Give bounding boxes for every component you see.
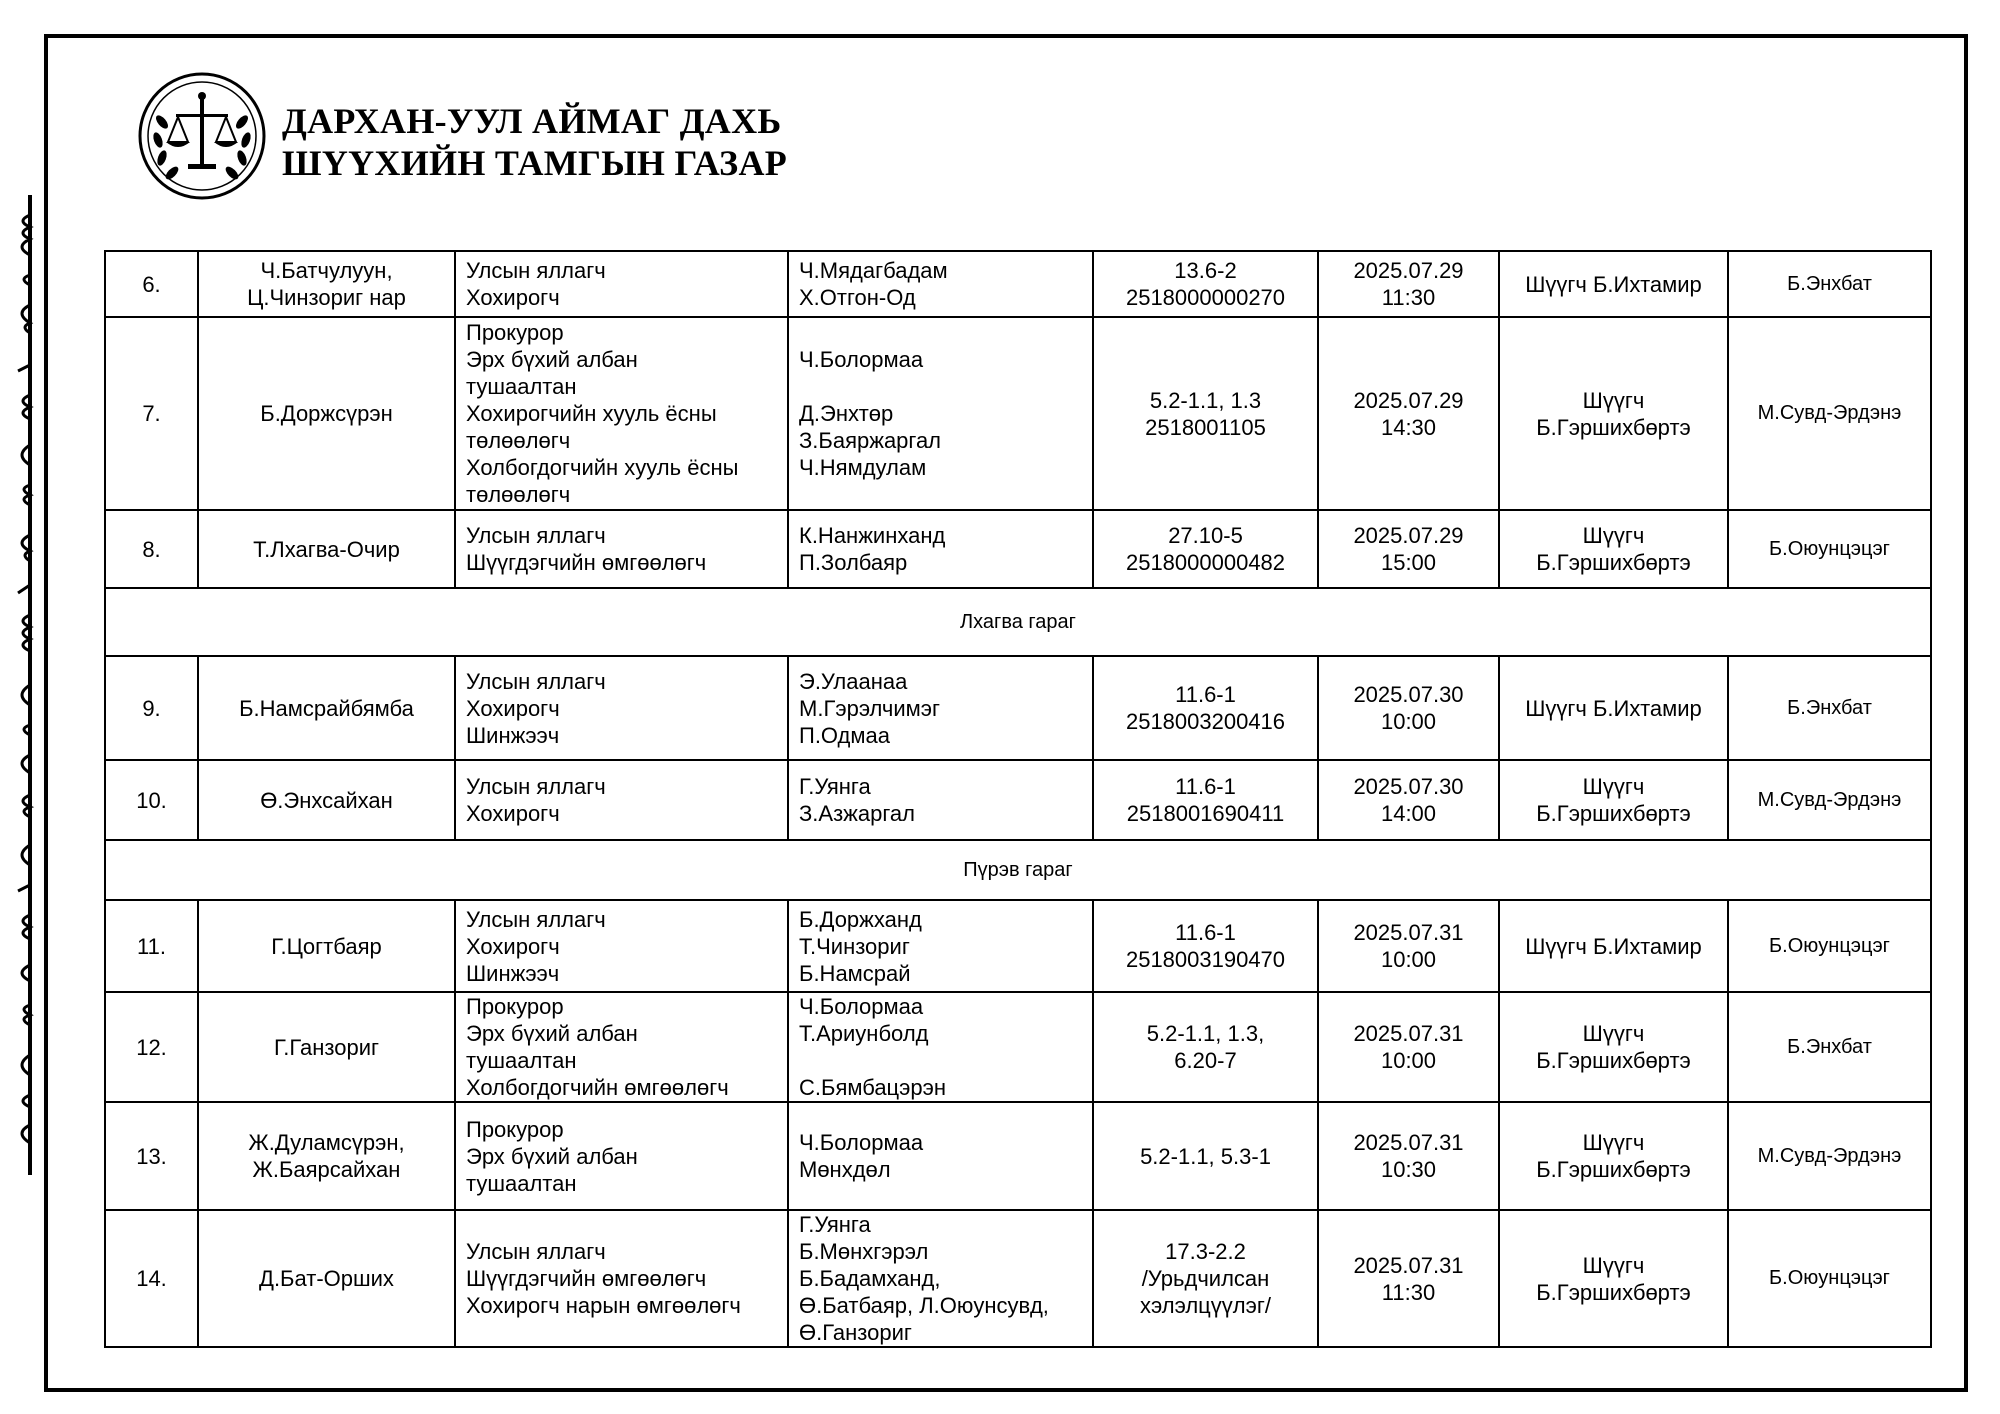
case-article-cell [1093,510,1318,588]
case-number-cell [105,900,198,992]
participant-names-line: Т.Ариунболд [799,1021,929,1046]
defendant-name-line: Д.Бат-Орших [259,1266,394,1291]
defendant-name-cell [198,510,455,588]
participant-roles-cell [455,900,788,992]
secretary-name: Б.Энхбат [1787,1035,1872,1058]
org-title-line1: ДАРХАН-УУЛ АЙМАГ ДАХЬ [282,101,782,141]
case-number-cell [105,992,198,1102]
case-article-line: 2518000000482 [1125,550,1286,575]
case-row [105,317,1931,510]
hearing-datetime-cell [1318,1210,1499,1347]
case-row [105,900,1931,992]
participant-names-line: Д.Энхтөр [799,401,894,426]
case-article-cell [1093,317,1318,510]
defendant-name-cell [198,656,455,760]
judge-name-cell [1499,900,1728,992]
participant-names-line [799,1047,1082,1074]
participant-roles-cell [455,317,788,510]
case-row [105,1102,1931,1210]
case-article-line: хэлэлцүүлэг/ [1140,1293,1271,1318]
participant-roles-line: Прокурор [466,994,564,1019]
judge-name-line: Шүүгч [1582,1021,1645,1046]
participant-roles-line: Эрх бүхий албан [466,347,638,372]
hearing-datetime-line: 10:30 [1380,1157,1437,1182]
organization-title [282,100,787,184]
participant-roles-line: төлөөлөгч [466,482,571,507]
judge-name-cell [1499,1102,1728,1210]
defendant-name-cell [198,1210,455,1347]
hearing-datetime-line: 14:00 [1380,801,1437,826]
participant-names-line: Ч.Нямдулам [799,455,927,480]
secretary-name-cell [1728,900,1931,992]
hearing-datetime-line: 2025.07.30 [1353,682,1464,707]
participant-roles-line: Хохирогч [466,933,560,959]
participant-names-line: С.Бямбацэрэн [799,1075,946,1100]
participant-names-line: З.Баяржаргал [799,428,942,453]
participant-roles-line: Прокурор [466,1116,564,1142]
participant-names-line [799,373,1082,400]
judge-name-line: Б.Гэршихбөртэ [1536,414,1691,440]
case-number: 11. [137,933,166,959]
hearing-schedule-table [104,250,1932,1348]
case-number: 12. [136,1034,167,1060]
participant-names-line: Б.Бадамханд, [799,1266,941,1291]
participant-roles-line: тушаалтан [466,374,577,399]
secretary-name-cell [1728,656,1931,760]
case-article-cell [1093,1102,1318,1210]
defendant-name-cell [198,1102,455,1210]
case-number: 14. [136,1266,167,1291]
judge-name-line: Шүүгч [1582,387,1645,413]
day-separator-row [105,588,1931,656]
case-article-line: 11.6-1 [1175,774,1236,799]
case-article-line: 27.10-5 [1168,523,1243,548]
defendant-name-line: Б.Намсрайбямба [239,695,414,721]
participant-roles-line: Улсын яллагч [466,523,606,548]
defendant-name-line: Ч.Батчулуун, [260,258,393,283]
case-number: 6. [142,271,161,297]
defendant-name-cell [198,900,455,992]
secretary-name-cell [1728,317,1931,510]
case-article-cell [1093,760,1318,840]
case-number: 8. [142,536,161,562]
defendant-name-line: Б.Доржсүрэн [260,401,393,426]
case-article-line: 2518001105 [1145,414,1266,440]
hearing-datetime-cell [1318,1102,1499,1210]
case-article-line: /Урьдчилсан [1141,1266,1270,1291]
defendant-name-line: Ц.Чинзориг нар [247,285,406,310]
defendant-name-cell [198,760,455,840]
case-article-line: 2518003190470 [1125,947,1286,972]
day-label: Пүрэв гараг [105,840,1931,900]
hearing-datetime-line: 2025.07.29 [1353,258,1464,283]
participant-names-line: Г.Уянга [799,1212,871,1237]
secretary-name: Б.Оюунцэцэг [1769,1267,1890,1289]
hearing-datetime-line: 11:30 [1381,285,1436,310]
participant-names-cell [788,656,1093,760]
hearing-datetime-line: 14:30 [1380,414,1437,440]
participant-roles-line: Шинжээч [466,960,560,986]
judge-name-line: Б.Гэршихбөртэ [1536,1157,1691,1182]
participant-roles-line: Улсын яллагч [466,258,606,283]
case-article-line: 5.2-1.1, 5.3-1 [1140,1143,1271,1169]
hearing-datetime-line: 2025.07.30 [1353,774,1464,799]
participant-names-cell [788,317,1093,510]
case-number-cell [105,317,198,510]
participant-names-line: Г.Уянга [799,774,871,799]
org-title-line2: ШҮҮХИЙН ТАМГЫН ГАЗАР [282,143,788,183]
participant-roles-line: Улсын яллагч [466,1239,606,1264]
participant-roles-line: Улсын яллагч [466,906,606,932]
participant-names-line: Ө.Ганзориг [799,1320,912,1345]
judge-name-line: Шүүгч [1582,1130,1645,1155]
hearing-datetime-line: 10:00 [1380,1048,1437,1073]
defendant-name-cell [198,317,455,510]
secretary-name-cell [1728,992,1931,1102]
participant-names-line: Б.Доржханд [799,906,922,932]
secretary-name-cell [1728,1210,1931,1347]
participant-names-line: Мөнхдөл [799,1157,891,1182]
participant-names-line: Ө.Батбаяр, Л.Оюунсувд, [799,1293,1049,1318]
hearing-datetime-line: 2025.07.31 [1353,1021,1464,1046]
mongolian-script-decoration [0,195,44,1175]
participant-roles-line: төлөөлөгч [466,428,571,453]
participant-names-line: Х.Отгон-Од [799,285,916,310]
participant-roles-line: Хохирогчийн хууль ёсны [466,401,717,426]
secretary-name-cell [1728,760,1931,840]
hearing-datetime-line: 2025.07.29 [1353,387,1464,413]
participant-names-line: Э.Улаанаа [799,668,908,694]
hearing-datetime-line: 11:30 [1381,1279,1436,1305]
participant-roles-cell [455,760,788,840]
case-article-line: 11.6-1 [1175,682,1236,707]
participant-names-line: Б.Мөнхгэрэл [799,1239,929,1264]
case-article-line: 5.2-1.1, 1.3, [1146,1021,1265,1046]
participant-roles-line: Холбогдогчийн хууль ёсны [466,455,739,480]
case-article-line: 2518001690411 [1126,801,1285,826]
participant-names-cell [788,1102,1093,1210]
judge-name-cell [1499,251,1728,317]
participant-names-cell [788,992,1093,1102]
case-article-line: 2518003200416 [1125,709,1286,734]
judge-name-line: Б.Гэршихбөртэ [1536,1048,1691,1073]
participant-roles-line: Холбогдогчийн өмгөөлөгч [466,1075,729,1100]
secretary-name: Б.Оюунцэцэг [1769,934,1890,957]
participant-roles-line: тушаалтан [466,1048,577,1073]
secretary-name: Б.Энхбат [1787,272,1872,295]
judge-name-cell [1499,760,1728,840]
case-row [105,251,1931,317]
judge-name-line: Шүүгч Б.Ихтамир [1525,933,1702,959]
judge-name-line: Шүүгч [1582,523,1645,548]
defendant-name-line: Ж.Баярсайхан [252,1157,401,1182]
participant-roles-line: тушаалтан [466,1170,577,1196]
case-number: 10. [136,787,167,813]
hearing-datetime-cell [1318,251,1499,317]
hearing-datetime-line: 2025.07.29 [1353,523,1464,548]
case-article-line: 17.3-2.2 [1165,1239,1246,1264]
participant-roles-line: Улсын яллагч [466,668,606,694]
case-article-line: 2518000000270 [1125,285,1286,310]
participant-roles-line: Прокурор [466,320,564,345]
case-row [105,992,1931,1102]
participant-roles-line: Эрх бүхий албан [466,1021,638,1046]
judge-name-line: Шүүгч [1582,1252,1645,1278]
participant-roles-line: Эрх бүхий албан [466,1143,638,1169]
participant-names-cell [788,251,1093,317]
secretary-name: М.Сувд-Эрдэнэ [1757,1144,1902,1167]
case-number: 7. [142,401,161,426]
participant-names-line: З.Азжаргал [799,801,915,826]
case-article-line: 13.6-2 [1174,258,1237,283]
case-number-cell [105,760,198,840]
hearing-datetime-cell [1318,760,1499,840]
participant-names-line: Ч.Болормаа [799,994,924,1019]
defendant-name-line: Г.Ганзориг [273,1034,380,1060]
secretary-name-cell [1728,251,1931,317]
day-label: Лхагва гараг [105,588,1931,656]
participant-roles-line: Шүүгдэгчийн өмгөөлөгч [466,550,707,575]
hearing-datetime-cell [1318,992,1499,1102]
participant-roles-line: Хохирогч [466,695,560,721]
secretary-name-cell [1728,510,1931,588]
participant-names-line: Ч.Болормаа [799,347,924,372]
case-article-cell [1093,251,1318,317]
judge-name-line: Шүүгч Б.Ихтамир [1525,695,1702,721]
judge-name-line: Б.Гэршихбөртэ [1536,550,1691,575]
participant-roles-line: Шинжээч [466,722,560,748]
case-article-cell [1093,900,1318,992]
judge-name-line: Шүүгч Б.Ихтамир [1525,271,1702,297]
judge-name-line: Б.Гэршихбөртэ [1536,801,1691,826]
defendant-name-cell [198,251,455,317]
case-article-cell [1093,656,1318,760]
hearing-datetime-cell [1318,656,1499,760]
secretary-name: М.Сувд-Эрдэнэ [1757,788,1902,811]
participant-roles-line: Хохирогч [466,801,560,826]
case-article-cell [1093,992,1318,1102]
participant-roles-cell [455,510,788,588]
court-emblem-logo [136,70,268,202]
participant-roles-line: Хохирогч [466,285,560,310]
case-number-cell [105,656,198,760]
case-article-line: 11.6-1 [1175,920,1236,945]
case-article-line: 6.20-7 [1174,1048,1237,1073]
hearing-datetime-cell [1318,510,1499,588]
hearing-datetime-line: 2025.07.31 [1353,1252,1464,1278]
judge-name-line: Шүүгч [1582,774,1645,799]
case-number-cell [105,1102,198,1210]
participant-names-line: Ч.Болормаа [799,1130,924,1155]
case-article-cell [1093,1210,1318,1347]
judge-name-cell [1499,1210,1728,1347]
participant-names-line: Ч.Мядагбадам [799,258,948,283]
hearing-datetime-line: 2025.07.31 [1353,920,1464,945]
participant-names-line: К.Нанжинханд [799,523,946,548]
hearing-datetime-cell [1318,900,1499,992]
hearing-datetime-line: 10:00 [1380,947,1437,972]
hearing-datetime-line: 15:00 [1380,550,1437,575]
participant-names-cell [788,510,1093,588]
case-number: 9. [142,695,161,721]
scales-of-justice-icon [136,70,268,202]
judge-name-line: Б.Гэршихбөртэ [1536,1279,1691,1305]
case-number-cell [105,510,198,588]
judge-name-cell [1499,992,1728,1102]
day-separator-row [105,840,1931,900]
defendant-name-line: Ж.Дуламсүрэн, [248,1130,405,1155]
defendant-name-line: Г.Цогтбаяр [271,933,382,959]
defendant-name-cell [198,992,455,1102]
hearing-datetime-line: 10:00 [1380,709,1437,734]
case-number-cell [105,1210,198,1347]
participant-roles-line: Шүүгдэгчийн өмгөөлөгч [466,1266,707,1291]
participant-names-cell [788,760,1093,840]
case-article-line: 5.2-1.1, 1.3 [1149,387,1262,413]
participant-roles-cell [455,1210,788,1347]
case-number: 13. [136,1143,167,1169]
judge-name-cell [1499,656,1728,760]
participant-names-line: Б.Намсрай [799,960,911,986]
case-row [105,760,1931,840]
participant-roles-cell [455,656,788,760]
defendant-name-line: Т.Лхагва-Очир [253,536,400,562]
secretary-name: Б.Оюунцэцэг [1769,537,1890,560]
vertical-script-strip [0,195,44,1175]
judge-name-cell [1499,317,1728,510]
hearing-datetime-cell [1318,317,1499,510]
participant-roles-line: Улсын яллагч [466,774,606,799]
participant-names-cell [788,900,1093,992]
secretary-name: Б.Энхбат [1787,696,1872,719]
participant-names-line: М.Гэрэлчимэг [799,695,941,721]
case-row [105,656,1931,760]
participant-names-line: П.Одмаа [799,722,890,748]
participant-names-line: Т.Чинзориг [799,933,910,959]
participant-roles-cell [455,992,788,1102]
secretary-name-cell [1728,1102,1931,1210]
case-row [105,510,1931,588]
participant-names-cell [788,1210,1093,1347]
participant-roles-line: Хохирогч нарын өмгөөлөгч [466,1293,741,1318]
hearing-datetime-line: 2025.07.31 [1353,1130,1464,1155]
judge-name-cell [1499,510,1728,588]
participant-roles-cell [455,251,788,317]
case-row [105,1210,1931,1347]
case-number-cell [105,251,198,317]
secretary-name: М.Сувд-Эрдэнэ [1757,402,1902,424]
participant-roles-cell [455,1102,788,1210]
participant-names-line: П.Золбаяр [799,550,908,575]
defendant-name-line: Ө.Энхсайхан [260,787,393,813]
